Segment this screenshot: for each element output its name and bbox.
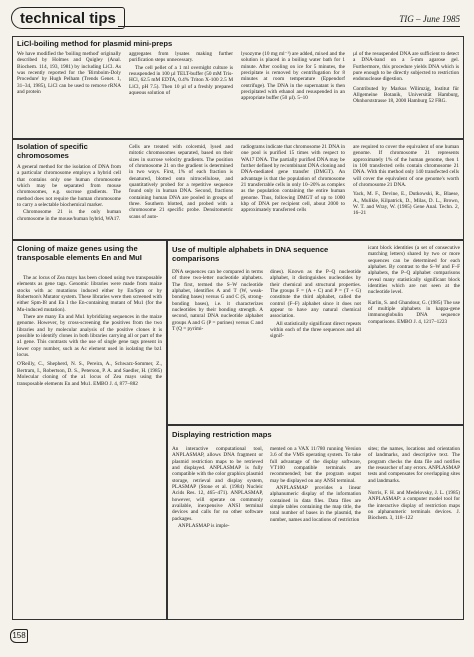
article-column	[353, 51, 459, 139]
article-column	[353, 144, 459, 240]
article-title: LiCl-boiling method for plasmid mini-preps	[17, 39, 173, 48]
article-column	[17, 164, 121, 240]
article-maize	[12, 240, 167, 620]
article-column	[172, 269, 263, 424]
article-column	[368, 446, 460, 619]
article-column	[241, 144, 345, 240]
section-header	[11, 7, 125, 29]
article-column	[172, 446, 263, 619]
paragraph: There are many En and Mu1 hybridizing sequences in the maize genome. However, by cross-screening the positives from the two libraries and by molecular analysis of the positive clones it is possible to identify clones in both libraries carrying all or part of the a1 gene. This contrasts with the use of single gene tags present in lower copy number, such as Ac element used in isolating the bz1 locus.	[17, 314, 162, 359]
journal-issue: TIG – June 1985	[399, 14, 460, 24]
article-title: Cloning of maize genes using the transposable elements En and MuI	[17, 244, 142, 262]
paragraph: DNA sequences can be compared in terms of three two-letter nucleotide alphabets. The first, termed the S–W nucleotide alphabet, identifies A and T (W, weak-bonding bases) versus G and C (S, strong-bonding bases), i.e. it characterizes nucleotides by their bonding strength. A second, natural DNA nucleotide alphabet groups A and G (P = purines) versus C and T (Q = pyrimi-	[172, 269, 263, 333]
contributor-note: Contributed by Markus Wilimzig, Institut für Allgemeine Botanik, Universität Hamburg, Ohnhorststrasse 18, 2000 Hamburg 52 FRG.	[353, 85, 459, 105]
paragraph: ANPLASMAP provides a linear alphanumeric display of the information contained in data files. Data files are simple tables containing the map title, the total number of bases in the plasmid, the number, names and locations of restriction	[270, 485, 361, 523]
paragraph: The cell pellet of a 1 ml overnight culture is resuspended in 100 µl TELT-buffer (50 mM Tris-HCl, 62.5 mM EDTA, 0.4% Triton X-100 2.5 M LiCl, pH 7.5). Then 10 µl of a freshly prepared aqueous solution of	[129, 64, 233, 97]
paragraph: An interactive computational tool, ANPLASMAP, allows DNA fragment or plasmid restriction maps to be retrieved and displayed. ANPLASMAP is fully compatible with the color graphics plasmid storage, retrieval and display system, PLASMAP (Stone et al. (1984) Nucleic Acids Res. 12, 465–471). ANPLASMAP, however, will operate on commonly available, inexpensive ANSI terminal devices and calls for no other software packages.	[172, 446, 263, 522]
paragraph: A general method for the isolation of DNA from a particular chromosome employs a hybrid cell that contains only one human chromosome which may be separated from mouse chromosomes, e.g. sucrose gradients. The method does not require the human chromosome to carry a selectable biochemical marker.	[17, 164, 121, 209]
paragraph: All statistically significant direct repeats within each of the three sequences and all signif-	[270, 320, 361, 340]
reference: Karlin, S. and Ghandour, G. (1985) The use of multiple alphabets in kappa-gene immunoglobulin DNA sequence comparisons. EMBO J. 4, 1217–1223	[368, 299, 460, 325]
reference: Yack, M. F., Devine, E., Dutkowski, R., Blaese, A., Mulikle, Kilpatrick, D., Milas, D. L., Brown, W. T. and Wray, W. (1985) Gene Anal. Techn. 2, 16–21	[353, 191, 459, 217]
article-column	[129, 51, 233, 139]
paragraph: dines). Known as the P–Q nucleotide alphabet, it distinguishes nucleotides by their chemical and structural properties. The groups F = (A + C) and P = (T + G) constitute the third alphabet, called the control (F–F) alphabet since it does not appear to have any natural chemical association.	[270, 269, 361, 320]
article-column	[368, 245, 460, 423]
paragraph: aggregates from lysates making further purification steps unnecessary.	[129, 51, 233, 64]
article-column	[270, 269, 361, 424]
article-title: Isolation of specific chromosomes	[17, 142, 88, 160]
reference: Norris, F. H. and Medelovsky, J. L. (1985) ANPLASMAP: a computer model tool for the interactive display of restriction maps on alphanumeric terminals devices. J. Biochem. 3, 118–122	[368, 490, 460, 522]
reference: O'Reilly, C., Shepherd, N. S., Pereira, A., Schwarz-Sommer, Z., Bertram, I., Robertson, D. S., Peterson, P. A. and Saedler, H. (1985) Molecular cloning of the a1 locus of Zea mays using the transposable elements En and Mu1. EMBO J. 4, 877–882	[17, 361, 162, 387]
paragraph: mented on a VAX 11/780 running Version 3.6 of the VMS operating system. To take full advantage of the display software, VT100 compatible terminals are recommended; but the program output may be displayed on any ANSI terminal.	[270, 446, 361, 484]
article-title: Displaying restriction maps	[172, 430, 272, 439]
paragraph: radiograms indicate that chromosome 21 DNA in one pool is purified 15 times with respect to WA17 DNA. The partially purified DNA may be further defined by recombinant DNA cloning and DNA-mediated gene transfer (DMGT). An advantage is that the population of chromosome 21 transferrable cells in only 10–20% as complex as the population containing the entire human genome. Thus, following DMGT of up to 1000 kbp of DNA per recipient cell, about 2000 to approximately transferred cells	[241, 144, 345, 214]
article-column	[270, 446, 361, 619]
paragraph: µl of the resuspended DNA are sufficient to detect a DNA-band on a 5-mm agarose gel. Furthermore, this procedure yields DNA which is pure enough to be directly subjected to restriction endonuclease digestion.	[353, 51, 459, 83]
article-alphabets	[167, 240, 464, 425]
article-column	[129, 144, 233, 240]
page-number: 158	[10, 629, 28, 643]
section-header-label: technical tips	[20, 9, 116, 27]
paragraph: Cells are treated with colcemid, lysed and mitotic chromosomes separated, based on their sizes in sucrose velocity gradients. The position of chromosome 21 on the gradient is determined in two ways. First, 1% of each fraction is denatured, blotted onto nitrocellulose, and quantitatively probed for a repetitive sequence found only in human DNA. Second, fractions containing human DNA are pooled in groups of three. Southern blotted, and probed with a chromosome 21 specific probe. Densitometric scans of auto-	[129, 144, 233, 220]
article-restriction-maps	[167, 425, 464, 620]
article-licl	[12, 36, 464, 139]
article-column	[17, 275, 162, 619]
paragraph: The ac locus of Zea mays has been cloned using two transposable elements as gene tags. Genomic libraries were made from maize stocks with ac mutations induced either by En/Spm or by Robertson's Mutator system. These libraries were then screened with either Spm-I8 and En I the En-containing mutant of Mu1 (for the Mu-induced mutation).	[17, 275, 162, 313]
article-column	[241, 51, 345, 139]
article-column	[17, 51, 121, 139]
paragraph: ANPLASMAP is imple-	[178, 523, 230, 530]
paragraph: are required to cover the equivalent of one human genome. If chromosome 21 represents approximately 1% of the human genome, then 1 in 100 transfected cells contain chromosome 21 DNA. With this method only 140 transfected cells will cover the equivalent of one genome's worth of chromosome 21 DNA.	[353, 144, 459, 189]
paragraph: We have modified the 'boiling method' originally described by Holmes and Quigley (Anal. Biochem. 114, 193, 1981) by including LiCl. As was recently reported for the 'Birnboim-Doly Procedure' by Hugh Pelham (Trends Genet. 1, 31–34, 1985), LiCl can be used to remove rRNA and protein	[17, 51, 121, 96]
paragraph: Chromosome 21 is the only human chromosome in the mouse/human hybrid, WA17.	[17, 209, 121, 222]
header-rule	[118, 26, 460, 27]
article-isolation	[12, 139, 464, 240]
paragraph: icant block identities (a set of consecutive matching letters) shared by two or more sequences can be determined for each alphabet. By contrast to the S–W and F–F alphabets, the P–Q alphabet comparisons reveal many statistically significant block identities which are not seen at the nucleotide level.	[368, 245, 460, 296]
paragraph: sites; the names, locations and orientation of landmarks, and descriptive text. The program checks the data file and notifies the researcher of any errors. ANPLASMAP tests and compensates for overlapping sites and landmarks.	[368, 446, 460, 484]
paragraph: lysozyme (10 mg ml⁻¹) are added, mixed and the solution is placed in a boiling water bath for 1 minute. After cooling on ice for 5 minutes, the precipitate is removed by centrifugation for 8 minutes at room temperature (Eppendorf centrifuge). The DNA in the supernatant is then precipitated with ethanol and resuspended in an appropriate buffer (50 µl). 5–10	[241, 51, 345, 102]
article-title: Use of multiple alphabets in DNA sequence comparisons	[172, 245, 329, 263]
